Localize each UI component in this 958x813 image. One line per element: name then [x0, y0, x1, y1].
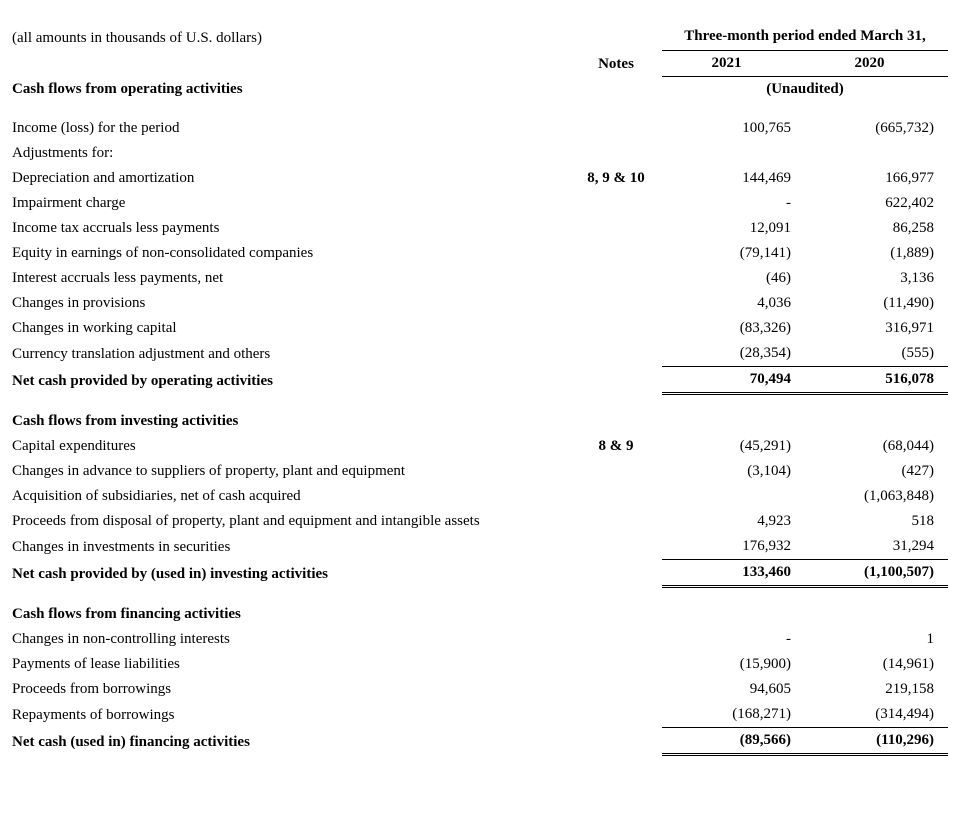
cash-flow-table — [10, 24, 948, 756]
section-title-financing: Cash flows from financing activities — [12, 606, 241, 622]
total-value-2021: (89,566) — [662, 728, 805, 755]
row-notes — [570, 216, 662, 241]
table-row — [10, 459, 948, 484]
table-row — [10, 191, 948, 216]
cash-flow-statement-page — [0, 24, 958, 813]
row-value-2021: 12,091 — [749, 220, 791, 236]
section-spacer-2021 — [662, 602, 805, 627]
row-label: Proceeds from borrowings — [12, 681, 172, 697]
year-header-2020: 2020 — [805, 51, 948, 77]
row-label: Equity in earnings of non-consolidated companies — [12, 245, 314, 261]
section-title-operating: Cash flows from operating activities — [12, 81, 243, 97]
table-row — [10, 266, 948, 291]
row-value-2020 — [805, 141, 948, 166]
total-value-2021: 133,460 — [662, 560, 805, 587]
total-label: Net cash provided by (used in) investing activities — [12, 565, 328, 582]
row-notes — [570, 509, 662, 534]
total-value-2020: (1,100,507) — [805, 560, 948, 587]
row-value-2021: (168,271) — [732, 706, 791, 722]
row-value-2020: 3,136 — [900, 270, 934, 286]
total-label: Net cash (used in) financing activities — [12, 733, 250, 750]
table-header-row-years — [10, 51, 948, 77]
table-row — [10, 509, 948, 534]
table-row — [10, 241, 948, 266]
table-row — [10, 484, 948, 509]
table-total-row-operating — [10, 367, 948, 394]
row-notes — [570, 116, 662, 141]
table-row — [10, 341, 948, 367]
table-row — [10, 116, 948, 141]
row-value-2021: 144,469 — [742, 170, 791, 186]
row-notes — [570, 677, 662, 702]
row-notes — [570, 627, 662, 652]
row-label: Changes in working capital — [12, 320, 177, 336]
total-notes — [570, 728, 662, 755]
row-notes — [570, 484, 662, 509]
row-value-2020: 219,158 — [885, 681, 934, 697]
year-header-2021: 2021 — [662, 51, 805, 77]
row-value-2020: (665,732) — [875, 120, 934, 136]
period-header: Three-month period ended March 31, — [662, 24, 948, 51]
spacer-notes-unaudited — [570, 77, 662, 103]
section-spacer-2020 — [805, 409, 948, 434]
row-label: Acquisition of subsidiaries, net of cash acquired — [12, 488, 301, 504]
row-value-2021 — [662, 141, 805, 166]
row-value-2020: 316,971 — [885, 320, 934, 336]
row-value-2020: 31,294 — [892, 538, 934, 554]
row-value-2021: (83,326) — [739, 320, 791, 336]
total-notes — [570, 560, 662, 587]
section-spacer-notes — [570, 409, 662, 434]
row-value-2020: 86,258 — [892, 220, 934, 236]
row-value-2021: (28,354) — [739, 345, 791, 361]
section-title-investing: Cash flows from investing activities — [12, 413, 239, 429]
table-row — [10, 141, 948, 166]
row-label: Interest accruals less payments, net — [12, 270, 224, 286]
row-label: Impairment charge — [12, 195, 126, 211]
table-total-row-financing — [10, 728, 948, 755]
row-notes — [570, 459, 662, 484]
row-label: Changes in investments in securities — [12, 538, 231, 555]
total-value-2021: 70,494 — [662, 367, 805, 394]
row-value-2020: (314,494) — [875, 706, 934, 722]
row-value-2021: 4,923 — [757, 513, 791, 529]
section-title-row-operating — [10, 77, 948, 103]
table-row — [10, 534, 948, 560]
section-title-row-financing — [10, 602, 948, 627]
row-label: Currency translation adjustment and others — [12, 345, 271, 362]
table-row — [10, 627, 948, 652]
row-value-2021: 100,765 — [742, 120, 791, 136]
table-total-row-investing — [10, 560, 948, 587]
row-value-2020: 622,402 — [885, 195, 934, 211]
row-label: Changes in non-controlling interests — [12, 631, 230, 647]
row-value-2021: (79,141) — [739, 245, 791, 261]
row-label: Income (loss) for the period — [12, 120, 180, 136]
table-row — [10, 216, 948, 241]
units-note: (all amounts in thousands of U.S. dollars) — [12, 29, 262, 46]
row-value-2020: (1,063,848) — [864, 488, 934, 504]
row-notes — [570, 266, 662, 291]
row-notes — [570, 341, 662, 367]
section-spacer-notes — [570, 602, 662, 627]
unaudited-label: (Unaudited) — [766, 81, 844, 97]
section-spacer-2021 — [662, 409, 805, 434]
row-label: Adjustments for: — [12, 145, 114, 161]
row-label: Payments of lease liabilities — [12, 656, 180, 672]
row-value-2020: 1 — [926, 631, 934, 647]
row-value-2020: (1,889) — [890, 245, 934, 261]
row-value-2021: - — [786, 195, 791, 211]
row-notes — [570, 652, 662, 677]
total-value-2020: (110,296) — [805, 728, 948, 755]
notes-header: Notes — [598, 55, 634, 72]
table-row — [10, 166, 948, 191]
row-value-2020: (427) — [901, 463, 934, 479]
row-label: Capital expenditures — [12, 438, 136, 454]
spacer-row-1 — [10, 102, 948, 116]
row-value-2021: 176,932 — [742, 538, 791, 554]
row-notes — [570, 534, 662, 560]
row-notes — [570, 141, 662, 166]
row-notes: 8, 9 & 10 — [587, 170, 645, 186]
total-value-2020: 516,078 — [805, 367, 948, 394]
section-title-row-investing — [10, 409, 948, 434]
row-value-2021: 94,605 — [749, 681, 791, 697]
row-notes — [570, 316, 662, 341]
row-value-2020: 518 — [911, 513, 934, 529]
row-value-2020: (68,044) — [882, 438, 934, 454]
spacer-row-2 — [10, 394, 948, 410]
row-value-2021: (46) — [766, 270, 791, 286]
row-value-2021: 4,036 — [757, 295, 791, 311]
row-value-2021: - — [786, 631, 791, 647]
row-value-2021: (15,900) — [739, 656, 791, 672]
row-notes — [570, 241, 662, 266]
table-row — [10, 677, 948, 702]
spacer-row-3 — [10, 587, 948, 603]
header-spacer-label — [10, 51, 570, 77]
table-header-row-period — [10, 24, 948, 51]
row-value-2020: (555) — [901, 345, 934, 361]
total-notes — [570, 367, 662, 394]
table-row — [10, 291, 948, 316]
header-spacer-notes — [570, 24, 662, 51]
row-label: Depreciation and amortization — [12, 170, 195, 186]
row-label: Repayments of borrowings — [12, 706, 175, 723]
table-row — [10, 316, 948, 341]
row-notes — [570, 191, 662, 216]
total-label: Net cash provided by operating activities — [12, 372, 273, 389]
row-notes: 8 & 9 — [598, 438, 634, 454]
row-label: Income tax accruals less payments — [12, 220, 220, 236]
row-notes — [570, 291, 662, 316]
row-value-2021: (45,291) — [739, 438, 791, 454]
row-notes — [570, 702, 662, 728]
table-row — [10, 702, 948, 728]
row-value-2021 — [662, 484, 805, 509]
row-label: Changes in advance to suppliers of property, plant and equipment — [12, 463, 406, 479]
table-row — [10, 434, 948, 459]
row-label: Changes in provisions — [12, 295, 146, 311]
section-spacer-2020 — [805, 602, 948, 627]
row-value-2020: (11,490) — [883, 295, 934, 311]
row-value-2020: 166,977 — [885, 170, 934, 186]
table-row — [10, 652, 948, 677]
row-label: Proceeds from disposal of property, plant and equipment and intangible assets — [12, 513, 480, 529]
row-value-2021: (3,104) — [747, 463, 791, 479]
row-value-2020: (14,961) — [882, 656, 934, 672]
